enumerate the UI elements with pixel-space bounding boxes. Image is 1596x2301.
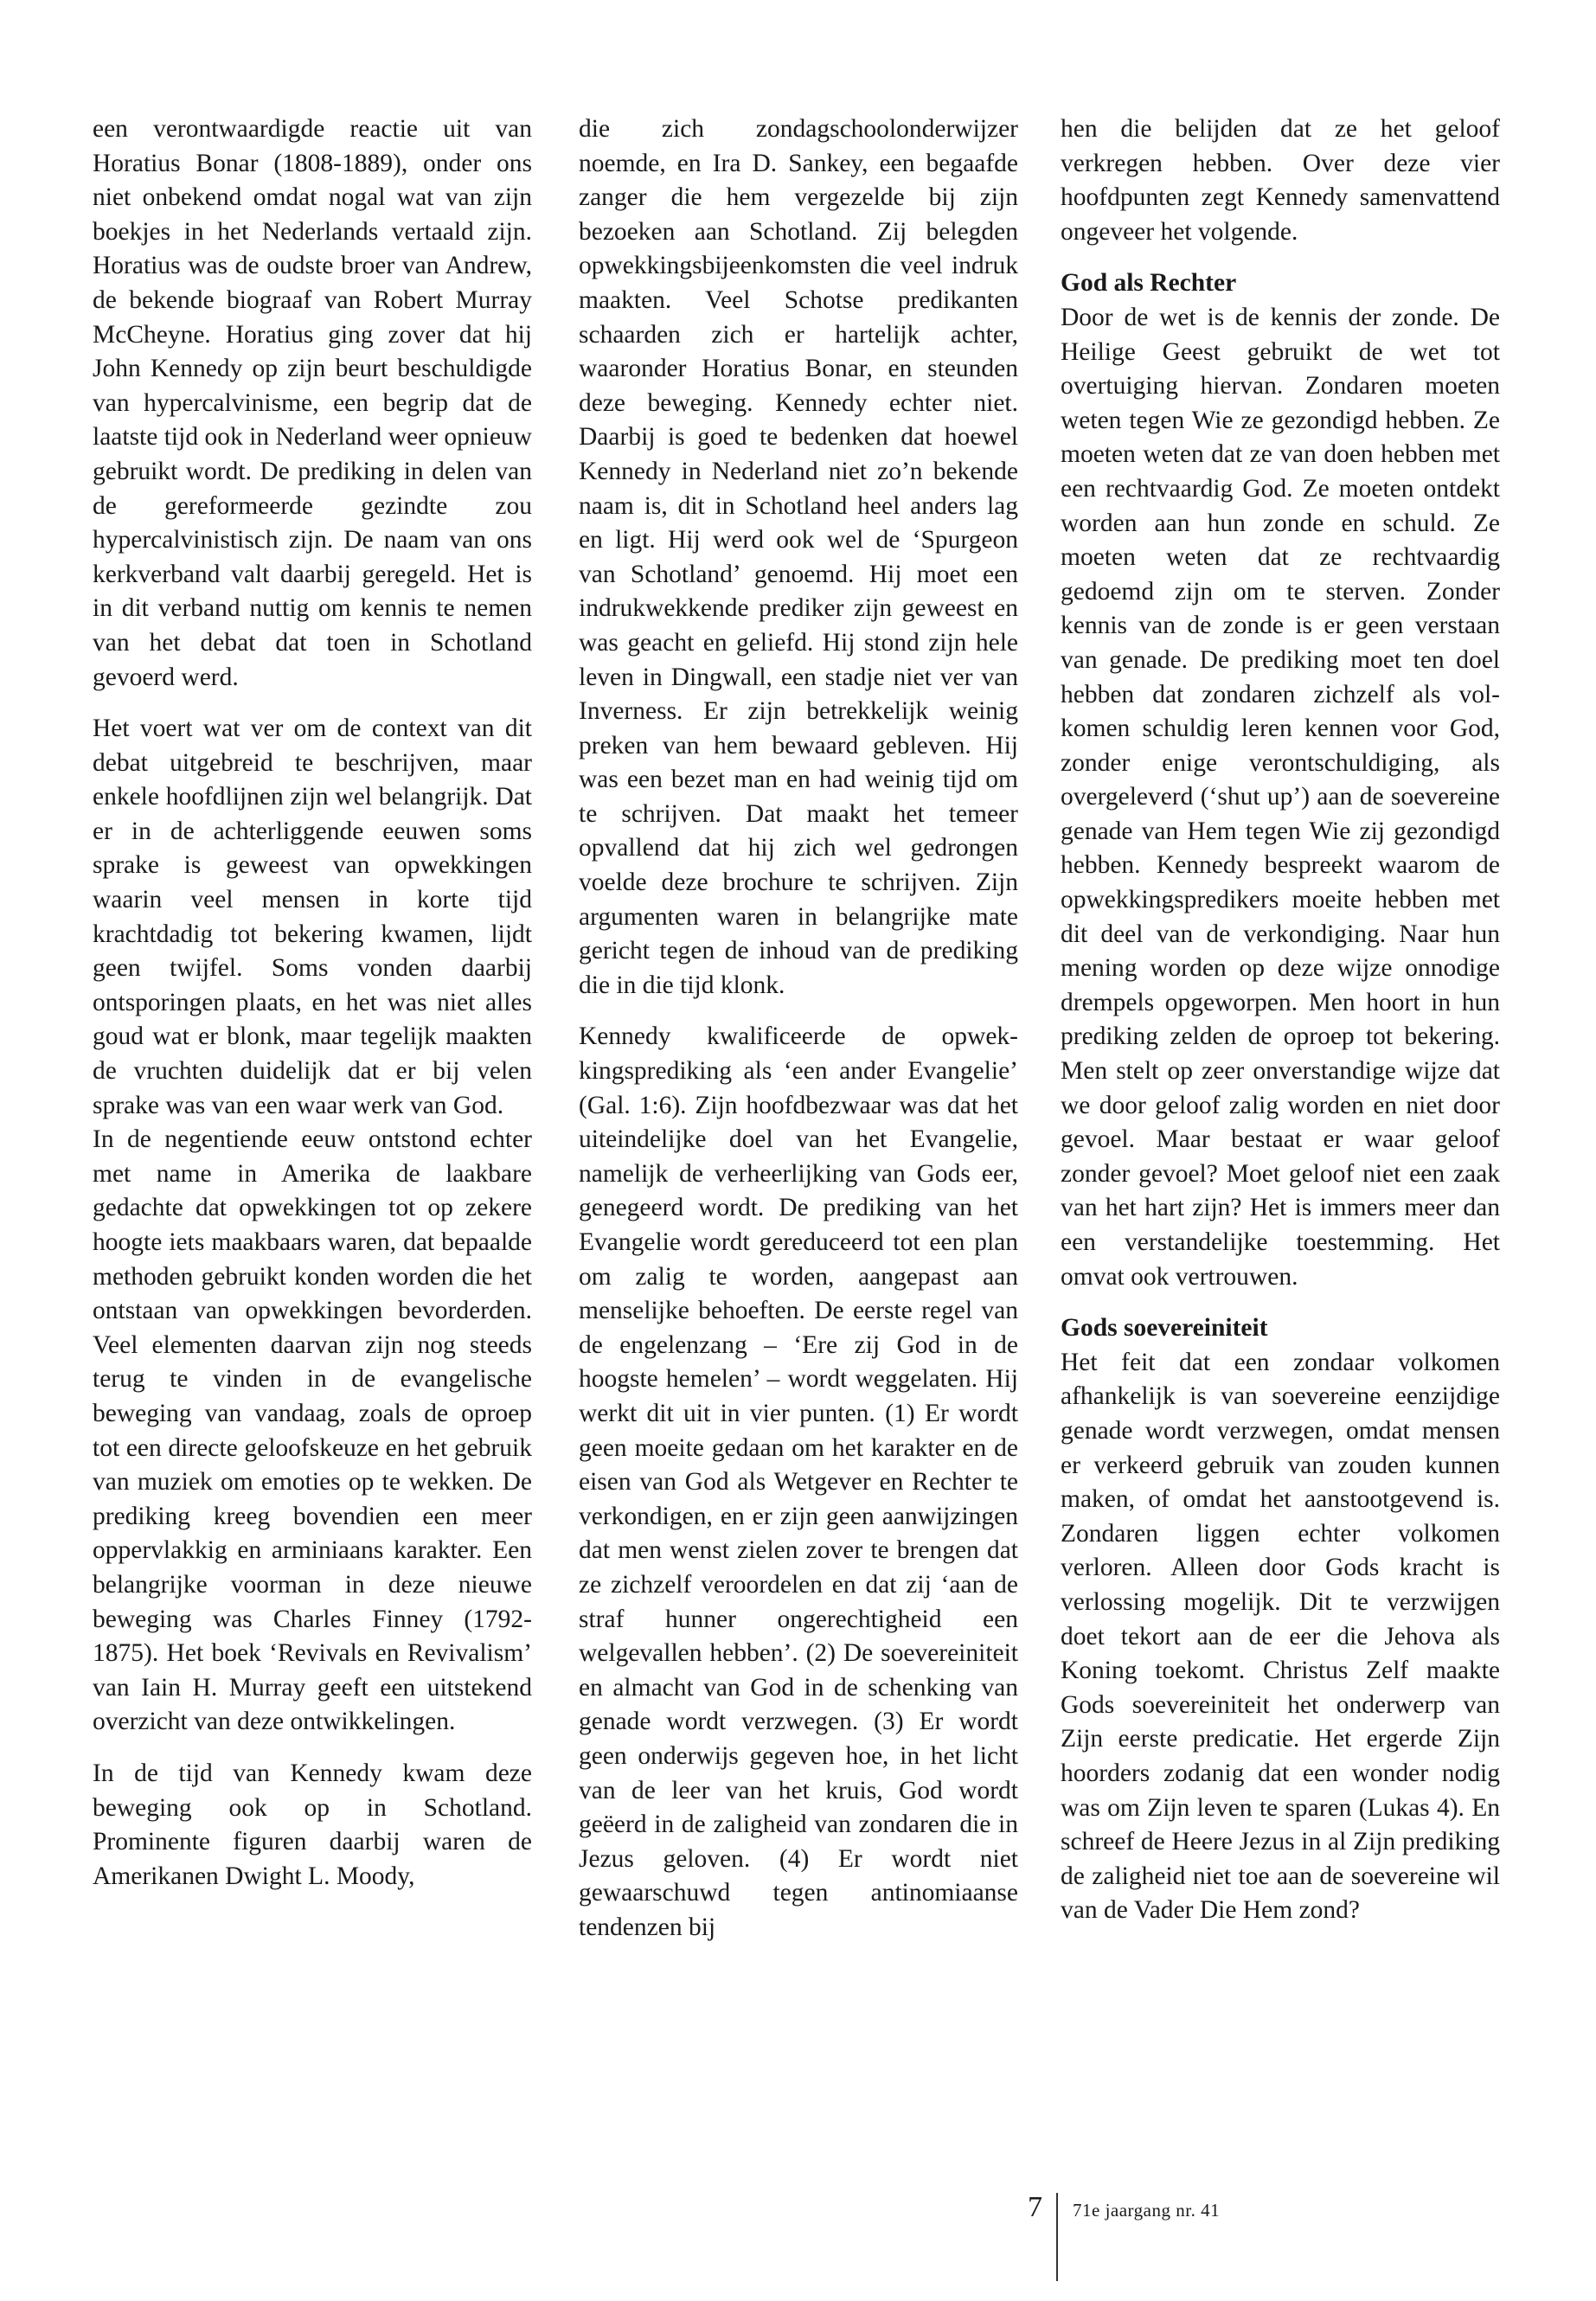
section-heading: God als Rechter <box>1061 269 1237 298</box>
text-column-1 <box>93 112 532 1911</box>
paragraph: Het voert wat ver om de context van dit debat uitgebreid te beschrijven, maar enkele hoofdlijnen zijn wel belangrijk. Dat er in de achterliggende eeuwen soms sprake is geweest van opwekkingen waarin veel mensen in korte tijd krachtdadig tot bekering kwamen, lijdt geen twijfel. Soms vonden daarbij ontsporingen plaats, en het was niet alles goud wat er blonk, maar tegelijk maakten de vruchten duidelijk dat er bij velen sprake was van een waar werk van God. <box>93 715 532 1119</box>
paragraph: Door de wet is de kennis der zonde. De Heilige Geest gebruikt de wet tot overtuiging hiervan. Zondaren moeten weten tegen Wie ze gezondigd hebben. Ze moeten weten dat ze van doen hebben met een rechtvaardig God. Ze moeten ontdekt worden aan hun zonde en schuld. Ze moeten weten dat ze rechtvaardig gedoemd zijn om te sterven. Zonder kennis van de zonde is er geen verstaan van genade. De prediking moet ten doel hebben dat zondaren zichzelf als volkomen schuldig leren kennen voor God, zonder enige verontschuldiging, als overgeleverd (‘shut up’) aan de soevereine genade van Hem tegen Wie zij gezondigd hebben. Kennedy bespreekt waarom de opwekkingspredikers moeite hebben met dit deel van de verkondiging. Naar hun mening worden op deze wijze onnodige drempels opgeworpen. Men hoort in hun prediking zelden de oproep tot bekering. Men stelt op zeer onverstandige wijze dat we door geloof zalig worden en niet door gevoel. Maar bestaat er waar geloof zonder gevoel? Moet geloof niet een zaak van het hart zijn? Het is immers meer dan een verstandelijke toestemming. Het omvat ook vertrouwen. <box>1061 303 1500 1291</box>
paragraph: In de tijd van Kennedy kwam deze beweging ook op in Schotland. Prominente figuren daarbij waren de Amerikanen Dwight L. Moody, <box>93 1759 532 1890</box>
paragraph: In de negentiende eeuw ontstond echter met name in Amerika de laakbare gedachte dat opwekkingen tot op zekere hoogte iets maakbaars waren, dat bepaalde methoden gebruikt konden worden die het ontstaan van opwekkingen bevorderden. Veel elementen daarvan zijn nog steeds terug te vinden in de evangelische beweging van vandaag, zoals de oproep tot een directe geloofskeuze en het gebruik van muziek om emoties op te wekken. De prediking kreeg bovendien een meer oppervlakkig en arminiaans karakter. Een belangrijke voorman in deze nieuwe beweging was Charles Finney (1792-1875). Het boek ‘Revivals en Revivalism’ van Iain H. Murray geeft een uitstekend overzicht van deze ontwikkelingen. <box>93 1125 532 1736</box>
section-heading: Gods soevereiniteit <box>1061 1314 1268 1343</box>
text-column-3 <box>1061 112 1500 1945</box>
page-number: 7 <box>1028 2191 1042 2223</box>
paragraph: een verontwaardigde reactie uit van Horatius Bonar (1808-1889), onder ons niet onbekend omdat nogal wat van zijn boekjes in het Nederlands vertaald zijn. Horatius was de oudste broer van Andrew, de bekende biograaf van Robert Murray McCheyne. Horatius ging zover dat hij John Kennedy op zijn beurt beschuldigde van hypercalvinisme, een begrip dat de laatste tijd ook in Nederland weer opnieuw gebruikt wordt. De prediking in delen van de gereformeerde gezindte zou hypercalvinistisch zijn. De naam van ons kerkverband valt daarbij geregeld. Het is in dit verband nuttig om kennis te nemen van het debat dat toen in Schotland gevoerd werd. <box>93 115 532 691</box>
paragraph: die zich zondagschoolonderwijzer noemde, en Ira D. Sankey, een begaafde zanger die hem vergezelde bij zijn bezoeken aan Schotland. Zij belegden opwekkingsbijeenkomsten die veel indruk maakten. Veel Schotse predikanten schaarden zich er hartelijk achter, waaronder Horatius Bonar, en steunden deze beweging. Kennedy echter niet. Daarbij is goed te bedenken dat hoewel Kennedy in Nederland niet zo’n bekende naam is, dit in Schotland heel anders lag en ligt. Hij werd ook wel de ‘Spurgeon van Schotland’ genoemd. Hij moet een indrukwekkende prediker zijn geweest en was geacht en geliefd. Hij stond zijn hele leven in Dingwall, een stadje niet ver van Inverness. Er zijn betrekkelijk weinig preken van hem bewaard gebleven. Hij was een bezet man en had weinig tijd om te schrijven. Dat maakt het temeer opvallend dat hij zich wel gedrongen voelde deze brochure te schrijven. Zijn argumenten waren in belangrijke mate gericht tegen de inhoud van de prediking die in die tijd klonk. <box>579 115 1018 999</box>
text-column-2 <box>579 112 1018 1962</box>
paragraph: Kennedy kwalificeerde de opwekkingsprediking als ‘een ander Evangelie’ (Gal. 1:6). Zijn hoofdbezwaar was dat het uiteindelijke doel van het Evangelie, namelijk de verheerlijking van Gods eer, genegeerd wordt. De prediking van het Evangelie wordt gereduceerd tot een plan om zalig te worden, aangepast aan menselijke behoeften. De eerste regel van de engelenzang – ‘Ere zij God in de hoogste hemelen’ – wordt weggelaten. Hij werkt dit uit in vier punten. (1) Er wordt geen moeite gedaan om het karakter en de eisen van God als Wetgever en Rechter te verkondigen, en er zijn geen aanwijzingen dat men wenst zielen zover te brengen dat ze zichzelf veroordelen en dat zij ‘aan de straf hunner ongerechtigheid een welgevallen hebben’. (2) De soevereiniteit en almacht van God in de schenking van genade wordt verzwegen. (3) Er wordt geen onderwijs gegeven hoe, in het licht van de leer van het kruis, God wordt geëerd in de zaligheid van zondaren die in Jezus geloven. (4) Er wordt niet gewaarschuwd tegen antinomiaanse tendenzen bij <box>579 1022 1018 1941</box>
paragraph: hen die belijden dat ze het geloof verkregen hebben. Over deze vier hoofdpunten zegt Kennedy samenvattend ongeveer het volgende. <box>1061 115 1500 246</box>
paragraph: Het feit dat een zondaar volkomen afhankelijk is van soevereine eenzijdige genade wordt verzwegen, omdat mensen er verkeerd gebruik van zouden kunnen maken, of omdat het aanstootgevend is. Zondaren liggen echter volkomen verloren. Alleen door Gods kracht is verlossing mogelijk. Dit te verzwijgen doet tekort aan de eer die Jehova als Koning toekomt. Christus Zelf maakte Gods soevereiniteit het onderwerp van Zijn eerste predicatie. Het ergerde Zijn hoorders zodanig dat een wonder nodig was om Zijn leven te sparen (Lukas 4). En schreef de Heere Jezus in al Zijn prediking de zaligheid niet toe aan de soevereine wil van de Vader Die Hem zond? <box>1061 1348 1500 1925</box>
issue-label: 71e jaargang nr. 41 <box>1073 2200 1221 2221</box>
footer-divider <box>1056 2193 1058 2281</box>
